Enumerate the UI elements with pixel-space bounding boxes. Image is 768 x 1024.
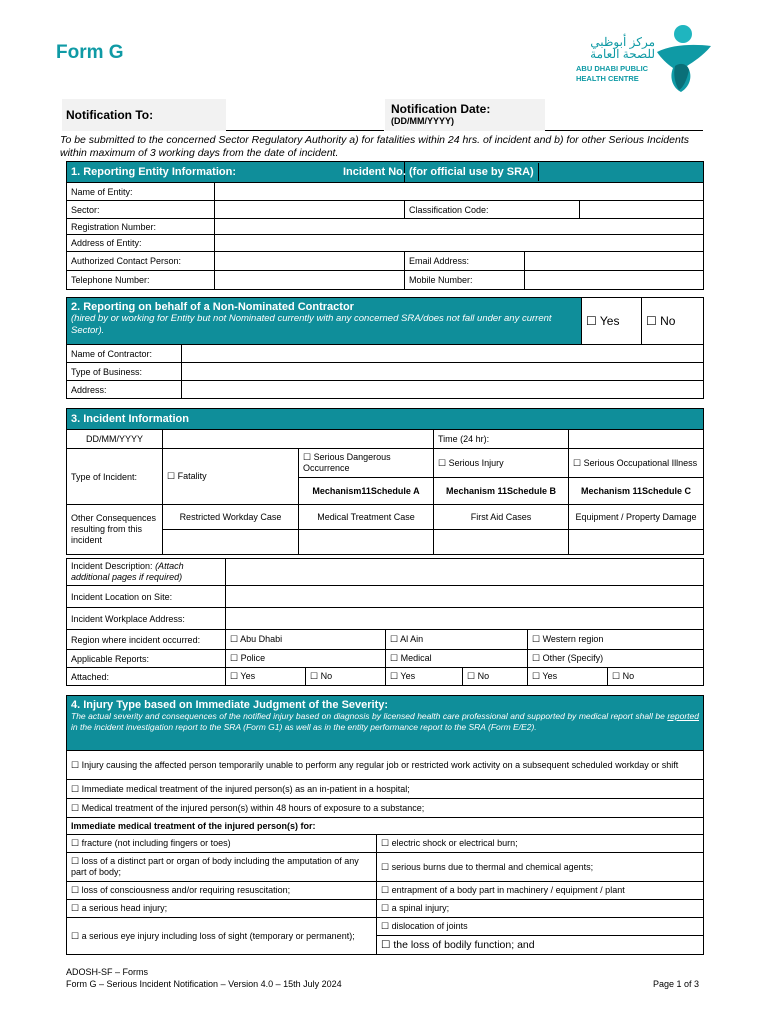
classification-code-label: Classification Code: [405,201,580,219]
form-title: Form G [56,42,124,63]
mechanism-b-label: Mechanism 11Schedule B [434,478,569,505]
injury-entrapment-checkbox[interactable]: ☐ entrapment of a body part in machinery / equipment / plant [377,882,704,900]
medical-treatment-label: Medical Treatment Case [299,505,434,530]
region-abu-dhabi-checkbox[interactable]: ☐ Abu Dhabi [226,630,386,650]
incident-no-label: Incident No. (for official use by SRA) [339,163,539,181]
injury-electric-checkbox[interactable]: ☐ electric shock or electrical burn; [377,835,704,853]
other-attached-no-checkbox[interactable]: ☐ No [608,668,704,686]
contractor-address-label: Address: [67,381,182,399]
serious-illness-checkbox[interactable]: ☐ Serious Occupational Illness [569,449,704,478]
address-of-entity-field[interactable] [215,235,704,252]
injury-spinal-checkbox[interactable]: ☐ a spinal injury; [377,900,704,918]
footer-line1: ADOSH-SF – Forms [66,967,149,977]
contact-person-field[interactable] [215,252,405,271]
sector-field[interactable] [215,201,405,219]
name-of-entity-label: Name of Entity: [67,183,215,201]
equipment-damage-label: Equipment / Property Damage [569,505,704,530]
footer-page-number: Page 1 of 3 [653,979,700,989]
logo-figure-icon [653,22,713,94]
injury-substance-exposure-checkbox[interactable]: ☐ Medical treatment of the injured person(s) within 48 hours of exposure to a substance; [67,799,704,818]
sector-label: Sector: [67,201,215,219]
incident-time-field[interactable] [569,430,704,449]
immediate-treatment-header: Immediate medical treatment of the injured person(s) for: [67,818,704,835]
workplace-address-label: Incident Workplace Address: [67,608,226,630]
injury-bodily-function-checkbox[interactable]: ☐ the loss of bodily function; and [377,936,704,955]
other-attached-yes-checkbox[interactable]: ☐ Yes [528,668,608,686]
section1-table [66,161,704,290]
contractor-no-checkbox[interactable]: ☐ No [642,298,704,345]
section4-subtitle: The actual severity and consequences of the notified injury based on diagnosis by licensed health care professional and supported by medical report shall be reported in the incident investigation report to the SRA (Form G1) as well as in the entity performance report to the SRA (Form E/E2). [71,711,699,732]
business-type-field[interactable] [182,363,704,381]
region-western-checkbox[interactable]: ☐ Western region [528,630,704,650]
mechanism-a-label: Mechanism11Schedule A [299,478,434,505]
mobile-label: Mobile Number: [405,271,525,290]
injury-temporary-unable-checkbox[interactable]: ☐ Injury causing the affected person temporarily unable to perform any regular job or restricted work activity on a subsequent scheduled workday or shift [67,751,704,780]
address-of-entity-label: Address of Entity: [67,235,215,252]
serious-injury-checkbox[interactable]: ☐ Serious Injury [434,449,569,478]
section1-incident-no-cell [343,162,704,183]
contractor-address-field[interactable] [182,381,704,399]
adphc-logo [573,22,713,94]
injury-consciousness-checkbox[interactable]: ☐ loss of consciousness and/or requiring resuscitation; [67,882,377,900]
injury-burns-checkbox[interactable]: ☐ serious burns due to thermal and chemical agents; [377,853,704,882]
incident-date-field[interactable] [163,430,434,449]
section4-table [66,695,704,955]
injury-eye-checkbox[interactable]: ☐ a serious eye injury including loss of sight (temporary or permanent); [67,918,377,955]
mobile-field[interactable] [525,271,704,290]
notification-to-field[interactable] [226,99,384,131]
restricted-workday-field[interactable] [163,530,299,555]
medical-treatment-field[interactable] [299,530,434,555]
contractor-name-label: Name of Contractor: [67,345,182,363]
section4-header [67,696,704,751]
region-al-ain-checkbox[interactable]: ☐ Al Ain [386,630,528,650]
section2-subtitle: (hired by or working for Entity but not Nominated currently with any concerned SRA/does not fall under any current Sector). [71,313,552,336]
section2-title: 2. Reporting on behalf of a Non-Nominated Contractor [71,301,354,313]
applicable-reports-label: Applicable Reports: [67,650,226,668]
region-label: Region where incident occurred: [67,630,226,650]
type-of-incident-label: Type of Incident: [67,449,163,505]
equipment-damage-field[interactable] [569,530,704,555]
incident-description-field[interactable] [226,559,704,586]
notification-date-format: (DD/MM/YYYY) [391,116,454,126]
incident-date-label: DD/MM/YYYY [67,430,163,449]
email-label: Email Address: [405,252,525,271]
section3-table [66,408,704,555]
report-police-checkbox[interactable]: ☐ Police [226,650,386,668]
report-medical-checkbox[interactable]: ☐ Medical [386,650,528,668]
telephone-field[interactable] [215,271,405,290]
other-consequences-label: Other Consequences resulting from this incident [67,505,163,555]
section2-header [67,298,582,345]
incident-location-label: Incident Location on Site: [67,586,226,608]
first-aid-field[interactable] [434,530,569,555]
registration-number-field[interactable] [215,219,704,235]
injury-fracture-checkbox[interactable]: ☐ fracture (not including fingers or toes) [67,835,377,853]
incident-description-label: Incident Description: (Attach additional pages if required) [67,559,226,586]
police-attached-yes-checkbox[interactable]: ☐ Yes [226,668,306,686]
notification-to-label: Notification To: [66,108,154,122]
contractor-name-field[interactable] [182,345,704,363]
section3-title: 3. Incident Information [67,409,704,430]
section2-table [66,297,704,399]
report-other-checkbox[interactable]: ☐ Other (Specify) [528,650,704,668]
logo-english-text: ABU DHABI PUBLIC HEALTH CENTRE [576,64,649,83]
injury-head-checkbox[interactable]: ☐ a serious head injury; [67,900,377,918]
restricted-workday-label: Restricted Workday Case [163,505,299,530]
section3-details-table [66,558,704,686]
notification-date-field[interactable] [545,99,703,131]
police-attached-no-checkbox[interactable]: ☐ No [306,668,386,686]
telephone-label: Telephone Number: [67,271,215,290]
business-type-label: Type of Business: [67,363,182,381]
medical-attached-yes-checkbox[interactable]: ☐ Yes [386,668,463,686]
first-aid-label: First Aid Cases [434,505,569,530]
injury-inpatient-checkbox[interactable]: ☐ Immediate medical treatment of the injured person(s) as an in-patient in a hospital; [67,780,704,799]
logo-arabic-text: مركز أبوظبي للصحة العامة [590,35,655,61]
email-field[interactable] [525,252,704,271]
attached-label: Attached: [67,668,226,686]
contractor-yes-checkbox[interactable]: ☐ Yes [582,298,642,345]
footer-line2: Form G – Serious Incident Notification – Version 4.0 – 15th July 2024 [66,979,342,989]
injury-dislocation-checkbox[interactable]: ☐ dislocation of joints [377,918,704,936]
injury-organ-loss-checkbox[interactable]: ☐ loss of a distinct part or organ of body including the amputation of any part of body; [67,853,377,882]
fatality-checkbox[interactable]: ☐ Fatality [163,449,299,505]
notification-date-label: Notification Date: [391,102,491,116]
medical-attached-no-checkbox[interactable]: ☐ No [463,668,528,686]
contact-person-label: Authorized Contact Person: [67,252,215,271]
mechanism-c-label: Mechanism 11Schedule C [569,478,704,505]
serious-dangerous-checkbox[interactable]: ☐ Serious Dangerous Occurrence [299,449,434,478]
incident-location-field[interactable] [226,586,704,608]
section4-title: 4. Injury Type based on Immediate Judgment of the Severity: [71,699,389,711]
name-of-entity-field[interactable] [215,183,704,201]
classification-code-field[interactable] [580,201,704,219]
incident-time-label: Time (24 hr): [434,430,569,449]
workplace-address-field[interactable] [226,608,704,630]
registration-number-label: Registration Number: [67,219,215,235]
section1-title: 1. Reporting Entity Information: [67,162,405,183]
intro-instructions: To be submitted to the concerned Sector Regulatory Authority a) for fatalities within 24 hrs. of incident and b) for other Serious Incidents within maximum of 3 working days from the date of incident. [60,134,689,159]
